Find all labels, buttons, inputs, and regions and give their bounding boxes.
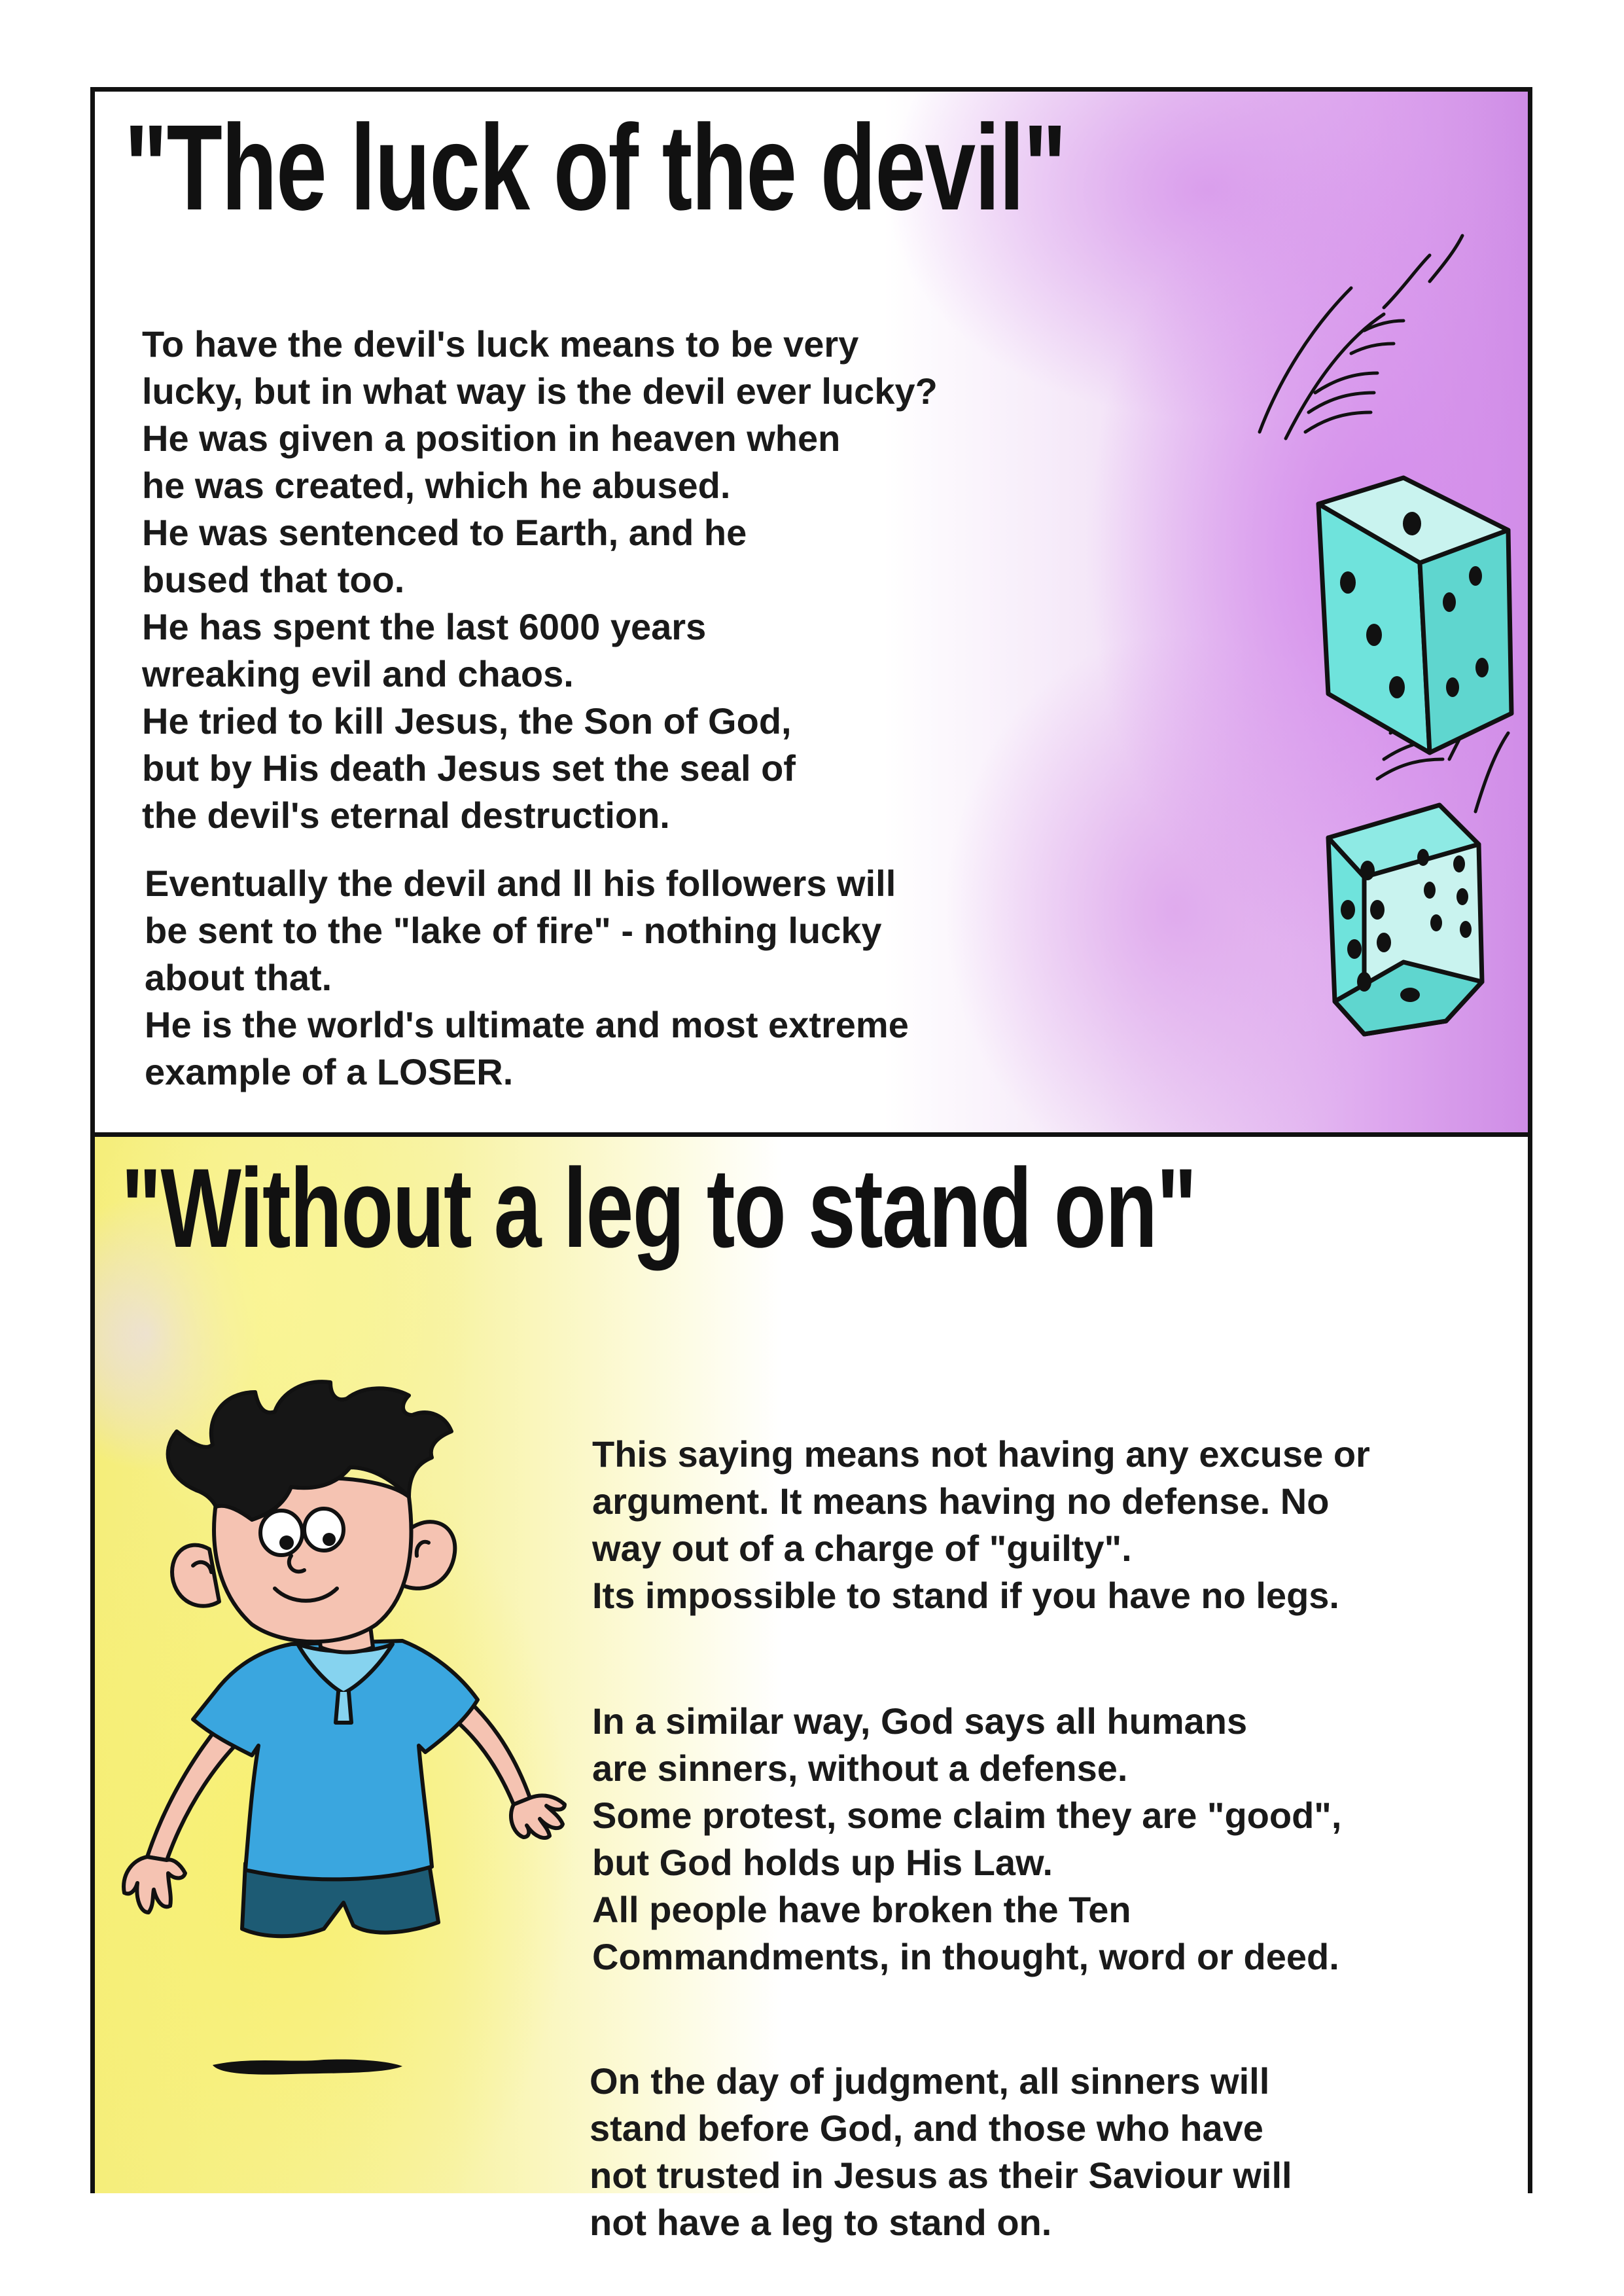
legless-boy-icon <box>95 1379 592 2099</box>
text-line: stand before God, and those who have <box>590 2108 1263 2149</box>
page-frame <box>90 87 1532 2243</box>
boy-shadow <box>213 2059 402 2074</box>
top-paragraph-2 <box>145 860 909 1096</box>
bottom-paragraph-2 <box>592 1698 1341 1981</box>
bottom-panel <box>95 1137 1528 2243</box>
text-line: He is the world's ultimate and most extreme <box>145 1004 909 1045</box>
falling-dice-icon <box>1188 216 1528 1054</box>
text-line: He tried to kill Jesus, the Son of God, <box>142 700 792 742</box>
panel-divider <box>95 1132 1528 1137</box>
text-line: He was given a position in heaven when <box>142 418 841 459</box>
text-line: but God holds up His Law. <box>592 1842 1053 1883</box>
text-line: lucky, but in what way is the devil ever lucky? <box>142 370 938 412</box>
text-line: bused that too. <box>142 559 405 600</box>
text-line: Some protest, some claim they are "good", <box>592 1795 1342 1836</box>
text-line: He has spent the last 6000 years <box>142 606 707 647</box>
text-line: are sinners, without a defense. <box>592 1748 1128 1789</box>
text-line: example of a LOSER. <box>145 1051 514 1092</box>
text-line: Eventually the devil and ll his followers will <box>145 863 896 904</box>
top-paragraph-1 <box>142 321 938 839</box>
text-line: argument. It means having no defense. No <box>592 1480 1330 1522</box>
bottom-title: "Without a leg to stand on" <box>121 1145 1196 1271</box>
text-line: be sent to the "lake of fire" - nothing lucky <box>145 910 882 951</box>
text-line: He was sentenced to Earth, and he <box>142 512 747 553</box>
text-line: not have a leg to stand on. <box>590 2202 1052 2243</box>
top-title: "The luck of the devil" <box>124 100 1066 236</box>
text-line: Commandments, in thought, word or deed. <box>592 1936 1339 1977</box>
bottom-paragraph-3 <box>590 2058 1292 2246</box>
text-line: the devil's eternal destruction. <box>142 795 670 836</box>
text-line: way out of a charge of "guilty". <box>592 1528 1132 1569</box>
top-panel <box>95 92 1528 1132</box>
text-line: not trusted in Jesus as their Saviour will <box>590 2155 1292 2196</box>
text-line: On the day of judgment, all sinners will <box>590 2060 1270 2102</box>
bottom-paragraph-1 <box>592 1431 1370 1619</box>
text-line: about that. <box>145 957 332 998</box>
text-line: wreaking evil and chaos. <box>142 653 574 694</box>
text-line: In a similar way, God says all humans <box>592 1700 1248 1742</box>
text-line: This saying means not having any excuse or <box>592 1433 1370 1475</box>
text-line: To have the devil's luck means to be very <box>142 323 859 365</box>
text-line: Its impossible to stand if you have no legs. <box>592 1575 1339 1616</box>
text-line: All people have broken the Ten <box>592 1889 1131 1930</box>
text-line: but by His death Jesus set the seal of <box>142 747 796 789</box>
text-line: he was created, which he abused. <box>142 465 731 506</box>
